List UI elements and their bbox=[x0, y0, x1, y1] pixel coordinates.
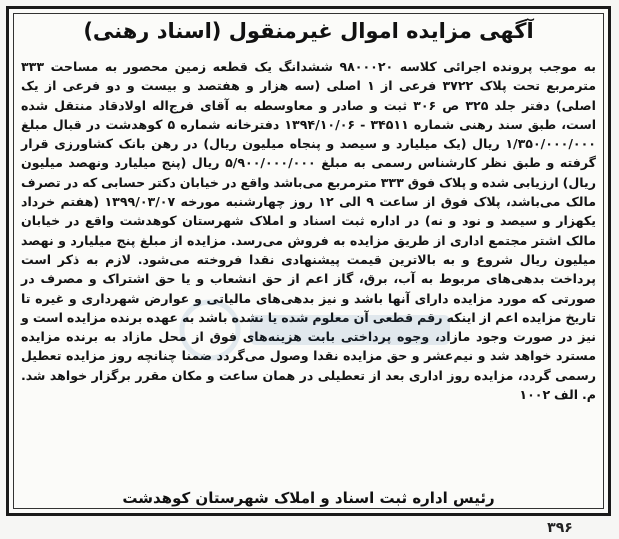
notice-frame bbox=[6, 6, 611, 516]
stamp-number: ۳۹۶ bbox=[547, 520, 573, 536]
notice-title: آگهی مزایده اموال غیرمنقول (اسناد رهنی) bbox=[83, 19, 534, 43]
notice-signature: رئیس اداره ثبت اسناد و املاک شهرستان کوهدشت bbox=[122, 489, 495, 507]
notice-body: به موجب پرونده اجرائی کلاسه ۹۸۰۰۰۲۰ ششدانگ یک قطعه زمین محصور به مساحت ۳۳۳ مترمربع تحت پلاک ۳۷۲۲ فرعی از ۱ اصلی (سه هزار و هفتصد و بیست و دو فرعی از یک اصلی) دفتر جلد ۳۲۵ ص ۳۰۶ ثبت و صادر و معاوسطه به آقای فرج‌اله اولادقاد منتقل شده است، طبق سند رهنی شماره ۳۴۵۱۱ - ۱۳۹۴/۱۰/۰۶ دفترخانه شماره ۵ کوهدشت در قبال مبلغ ۱/۳۵۰/۰۰۰/۰۰۰ ریال (یک میلیارد و سیصد و پنجاه میلیون ریال) در رهن بانک کشاورزی قرار گرفته و طبق نظر کارشناس رسمی به مبلغ ۵/۹۰۰/۰۰۰/۰۰۰ ریال (پنج میلیارد ونهصد میلیون ریال) ارزیابی شده و پلاک فوق ۳۳۳ مترمربع می‌باشد واقع در خیابان دکتر حسابی که در تصرف مالک می‌باشد، پلاک فوق از ساعت ۹ الی ۱۲ روز چهارشنبه مورخه ۱۳۹۹/۰۳/۰۷ (هفتم خرداد یکهزار و سیصد و نود و نه) در اداره ثبت اسناد و املاک شهرستان کوهدشت واقع در خیابان مالک اشتر مجتمع اداری از طریق مزایده به فروش می‌رسد. مزایده از مبلغ پنج میلیارد و نهصد میلیون ریال شروع و به بالاترین قیمت پیشنهادی نقدا فروخته می‌شود. لازم به ذکر است پرداخت بدهی‌های مربوط به آب، برق، گاز اعم از حق انشعاب و یا حق اشتراک و مصرف در صورتی که مورد مزایده دارای آنها باشد و نیز بدهی‌های مالیاتی و عوارض شهرداری و غیره تا تاریخ مزایده اعم از اینکه رقم قطعی آن معلوم شده یا نشده باشد به عهده برنده مزایده است و نیز در صورت وجود مازاد، وجوه پرداختی بابت هزینه‌های فوق از محل مازاد به برنده مزایده مسترد خواهد شد و نیم‌عشر و حق مزایده نقدا وصول می‌گردد ضمنا چنانچه روز مزایده تعطیل رسمی گردد، مزایده روز اداری بعد از تعطیلی در همان ساعت و مکان مقرر برگزار خواهد شد. م. الف ۱۰۰۲ bbox=[21, 59, 597, 403]
